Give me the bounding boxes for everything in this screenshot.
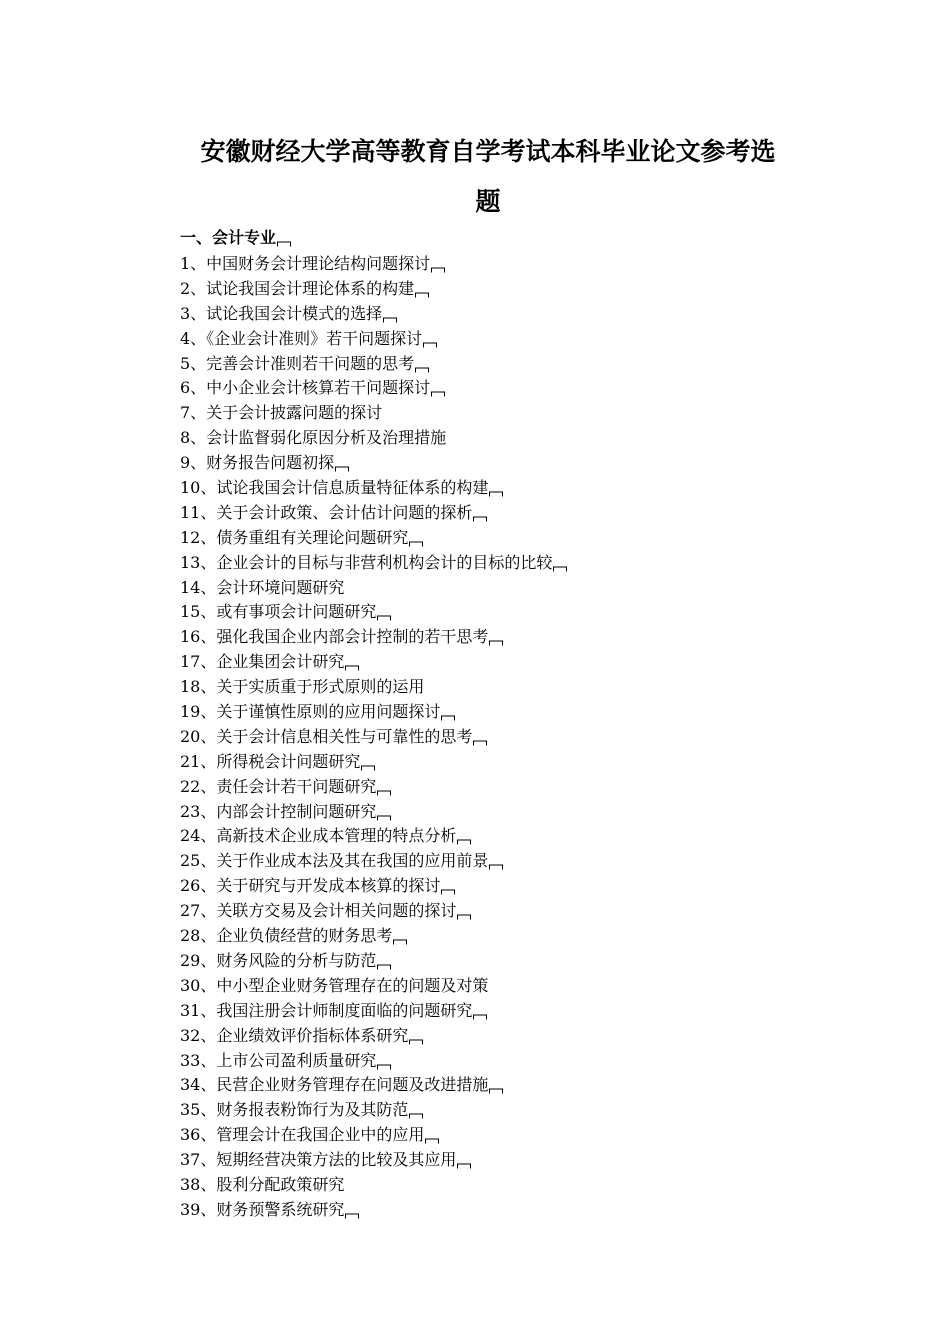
paragraph-mark-icon — [425, 1138, 439, 1144]
topic-item-text: 29、财务风险的分析与防范 — [180, 950, 377, 970]
topic-item-text: 38、股利分配政策研究 — [180, 1174, 345, 1194]
paragraph-mark-icon — [473, 740, 487, 746]
section-heading-accounting — [180, 227, 291, 249]
topic-item — [180, 501, 820, 526]
topic-item-text: 3、试论我国会计模式的选择 — [180, 303, 383, 323]
paragraph-mark-icon — [457, 914, 471, 920]
paragraph-mark-icon — [377, 815, 391, 821]
topic-item-text: 12、债务重组有关理论问题研究 — [180, 527, 409, 547]
paragraph-mark-icon — [377, 790, 391, 796]
topic-item — [180, 899, 820, 924]
topic-item-text: 32、企业绩效评价指标体系研究 — [180, 1025, 409, 1045]
topic-item — [180, 924, 820, 949]
paragraph-mark-icon — [553, 566, 567, 572]
topic-item-text: 14、会计环境问题研究 — [180, 577, 345, 597]
topic-item-text: 22、责任会计若干问题研究 — [180, 776, 377, 796]
topic-item-text: 16、强化我国企业内部会计控制的若干思考 — [180, 627, 489, 647]
topic-item — [180, 874, 820, 899]
topic-item — [180, 1024, 820, 1049]
topic-item — [180, 1098, 820, 1123]
topic-item — [180, 824, 820, 849]
topic-item — [180, 252, 820, 277]
topic-item — [180, 352, 820, 377]
topic-item — [180, 700, 820, 725]
topic-item-text: 4、《企业会计准则》若干问题探讨 — [180, 328, 423, 348]
paragraph-mark-icon — [409, 1039, 423, 1045]
topic-item — [180, 750, 820, 775]
topic-item — [180, 650, 820, 675]
paragraph-mark-icon — [345, 665, 359, 671]
paragraph-mark-icon — [409, 541, 423, 547]
paragraph-mark-icon — [489, 864, 503, 870]
paragraph-mark-icon — [345, 1213, 359, 1219]
topic-item — [180, 327, 820, 352]
topic-item-text: 39、财务预警系统研究 — [180, 1199, 345, 1219]
paragraph-mark-icon — [489, 491, 503, 497]
topic-item-text: 10、试论我国会计信息质量特征体系的构建 — [180, 478, 489, 498]
paragraph-mark-icon — [409, 1113, 423, 1119]
paragraph-mark-icon — [415, 367, 429, 373]
topic-item — [180, 401, 820, 426]
paragraph-mark-icon — [377, 964, 391, 970]
topic-item-text: 26、关于研究与开发成本核算的探讨 — [180, 876, 441, 896]
section-heading-text: 一、会计专业 — [180, 228, 277, 247]
paragraph-mark-icon — [473, 516, 487, 522]
paragraph-mark-icon — [377, 615, 391, 621]
topic-item — [180, 600, 820, 625]
topic-item-text: 33、上市公司盈利质量研究 — [180, 1050, 377, 1070]
topic-item-text: 8、会计监督弱化原因分析及治理措施 — [180, 428, 447, 448]
topic-item — [180, 551, 820, 576]
topic-item — [180, 376, 820, 401]
topic-item-text: 19、关于谨慎性原则的应用问题探讨 — [180, 702, 441, 722]
paragraph-mark-icon — [383, 317, 397, 323]
topic-item — [180, 1073, 820, 1098]
paragraph-mark-icon — [277, 241, 291, 247]
topic-item — [180, 1198, 820, 1223]
topic-item-text: 7、关于会计披露问题的探讨 — [180, 403, 383, 423]
topic-item-text: 20、关于会计信息相关性与可靠性的思考 — [180, 726, 473, 746]
topic-item — [180, 1049, 820, 1074]
topic-item-text: 31、我国注册会计师制度面临的问题研究 — [180, 1000, 473, 1020]
paragraph-mark-icon — [473, 1014, 487, 1020]
topic-item — [180, 302, 820, 327]
topic-item-text: 15、或有事项会计问题研究 — [180, 602, 377, 622]
topic-item — [180, 800, 820, 825]
paragraph-mark-icon — [431, 267, 445, 273]
topic-item-text: 11、关于会计政策、会计估计问题的探析 — [180, 502, 473, 522]
topic-item-text: 34、民营企业财务管理存在问题及改进措施 — [180, 1075, 489, 1095]
topic-item — [180, 576, 820, 601]
topic-item — [180, 725, 820, 750]
paragraph-mark-icon — [423, 342, 437, 348]
topic-item — [180, 277, 820, 302]
topic-item — [180, 849, 820, 874]
topic-item-text: 30、中小型企业财务管理存在的问题及对策 — [180, 975, 489, 995]
topic-item-text: 25、关于作业成本法及其在我国的应用前景 — [180, 851, 489, 871]
topic-list — [180, 252, 820, 1223]
paragraph-mark-icon — [489, 1088, 503, 1094]
topic-item-text: 18、关于实质重于形式原则的运用 — [180, 677, 425, 697]
paragraph-mark-icon — [457, 1163, 471, 1169]
paragraph-mark-icon — [377, 1064, 391, 1070]
topic-item — [180, 974, 820, 999]
topic-item — [180, 1173, 820, 1198]
paragraph-mark-icon — [335, 466, 349, 472]
topic-item-text: 9、财务报告问题初探 — [180, 453, 335, 473]
topic-item-text: 35、财务报表粉饰行为及其防范 — [180, 1100, 409, 1120]
paragraph-mark-icon — [441, 715, 455, 721]
topic-item-text: 6、中小企业会计核算若干问题探讨 — [180, 378, 431, 398]
paragraph-mark-icon — [361, 765, 375, 771]
paragraph-mark-icon — [441, 889, 455, 895]
document-title-line-2: 题 — [475, 187, 501, 216]
topic-item — [180, 526, 820, 551]
topic-item-text: 1、中国财务会计理论结构问题探讨 — [180, 254, 431, 273]
topic-item-text: 5、完善会计准则若干问题的思考 — [180, 353, 415, 373]
topic-item-text: 2、试论我国会计理论体系的构建 — [180, 278, 415, 298]
topic-item — [180, 949, 820, 974]
topic-item-text: 36、管理会计在我国企业中的应用 — [180, 1125, 425, 1145]
topic-item — [180, 1148, 820, 1173]
topic-item-text: 21、所得税会计问题研究 — [180, 751, 361, 771]
topic-item — [180, 476, 820, 501]
paragraph-mark-icon — [393, 939, 407, 945]
topic-item — [180, 451, 820, 476]
topic-item-text: 37、短期经营决策方法的比较及其应用 — [180, 1150, 457, 1170]
topic-item — [180, 1123, 820, 1148]
topic-item — [180, 999, 820, 1024]
topic-item-text: 17、企业集团会计研究 — [180, 652, 345, 672]
document-title-line-1: 安徽财经大学高等教育自学考试本科毕业论文参考选 — [200, 137, 776, 166]
topic-item — [180, 675, 820, 700]
paragraph-mark-icon — [431, 391, 445, 397]
topic-item-text: 24、高新技术企业成本管理的特点分析 — [180, 826, 457, 846]
topic-item — [180, 775, 820, 800]
paragraph-mark-icon — [415, 292, 429, 298]
topic-item-text: 23、内部会计控制问题研究 — [180, 801, 377, 821]
topic-item — [180, 426, 820, 451]
paragraph-mark-icon — [457, 839, 471, 845]
topic-item — [180, 625, 820, 650]
topic-item-text: 27、关联方交易及会计相关问题的探讨 — [180, 901, 457, 921]
topic-item-text: 13、企业会计的目标与非营利机构会计的目标的比较 — [180, 552, 553, 572]
paragraph-mark-icon — [489, 640, 503, 646]
topic-item-text: 28、企业负债经营的财务思考 — [180, 926, 393, 946]
